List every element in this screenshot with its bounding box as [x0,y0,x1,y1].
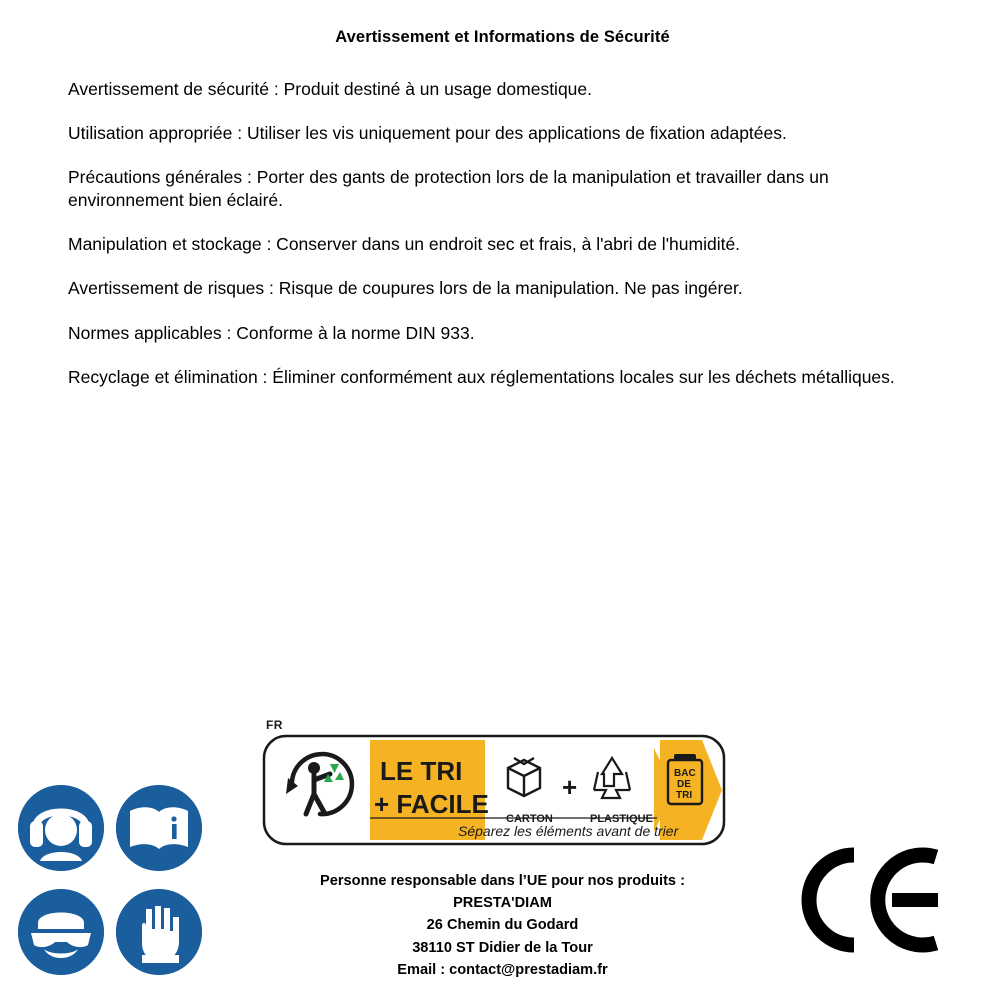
safety-paragraph: Utilisation appropriée : Utiliser les vis uniquement pour des applications de fixation adaptées. [68,123,787,144]
company-city: 38110 ST Didier de la Tour [412,939,593,956]
safety-paragraph: Avertissement de risques : Risque de coupures lors de la manipulation. Ne pas ingérer. [68,278,743,299]
triman-plus-sign: + [562,772,578,802]
read-instructions-icon [116,785,202,871]
responsible-heading-region: UE [526,873,548,889]
responsible-heading-prefix: Personne responsable dans l’ [320,873,527,889]
ear-protection-icon [18,785,104,871]
safety-paragraph: Précautions générales : Porter des gants de protection lors de la manipulation et travailler dans un environnement bien éclairé. [68,167,829,211]
triman-headline-line2: + FACILE [374,789,489,819]
triman-region-tag: FR [266,718,283,732]
page-title: Avertissement et Informations de Sécurité [335,28,670,46]
company-street: 26 Chemin du Godard [426,917,579,934]
triman-bin-line2: DE [677,779,691,790]
safety-paragraph: Manipulation et stockage : Conserver dans un endroit sec et frais, à l'abri de l'humidité. [68,234,741,255]
triman-headline-line1: LE TRI [380,756,463,786]
triman-material-2: PLASTIQUE [590,813,653,825]
safety-paragraph: Normes applicables : Conforme à la norme DIN 933. [68,322,475,343]
triman-recycling-label [262,718,727,848]
ce-mark-icon [796,845,946,955]
responsible-heading-suffix: pour nos produits : [547,873,685,889]
triman-bin-line3: TRI [676,790,693,801]
triman-footer: Séparez les éléments avant de trier [458,823,679,839]
triman-label-graphic [262,718,727,848]
safety-information-body [68,78,923,410]
safety-paragraph: Recyclage et élimination : Éliminer conformément aux réglementations locales sur les déchets métalliques. [68,366,895,387]
triman-material-1: CARTON [506,813,553,825]
triman-bin-line1: BAC [674,768,696,779]
safety-paragraph: Avertissement de sécurité : Produit destiné à un usage domestique. [68,79,593,99]
company-email: Email : contact@prestadiam.fr [397,961,608,978]
company-name: PRESTA'DIAM [453,895,552,912]
